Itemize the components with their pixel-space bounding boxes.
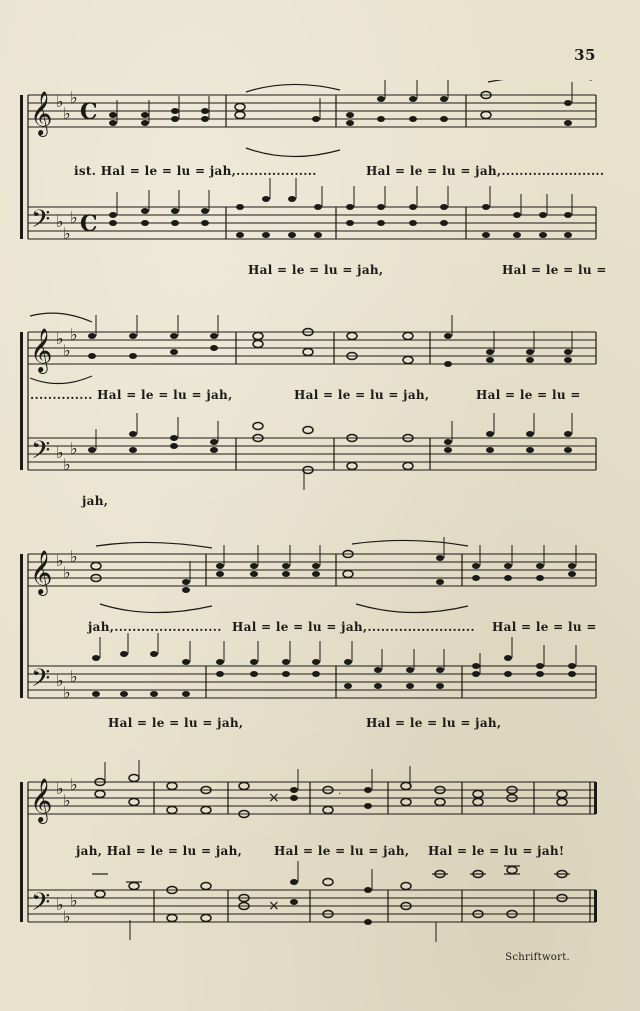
svg-text:♭: ♭ <box>56 329 64 348</box>
svg-text:𝄢: 𝄢 <box>31 436 51 471</box>
lyric-line: Hal = le = lu = jah! <box>428 844 565 858</box>
svg-text:♭: ♭ <box>70 439 78 458</box>
source-attribution: Schriftwort. <box>505 952 570 963</box>
lyric-line: Hal = le = lu = jah, <box>108 716 244 730</box>
svg-text:♭: ♭ <box>70 775 78 794</box>
music-system-1 <box>0 80 640 290</box>
system-1-notation <box>0 80 640 290</box>
lyric-line: Hal = le = lu = jah, <box>248 263 384 277</box>
svg-text:♭: ♭ <box>70 208 78 227</box>
svg-text:.: . <box>338 786 342 797</box>
music-system-2 <box>0 310 640 510</box>
page-number: 35 <box>574 46 596 64</box>
lyric-line: Hal = le = lu = jah,....................... <box>366 164 605 178</box>
lyric-line: Hal = le = lu = <box>476 388 581 402</box>
lyric-line: Hal = le = lu = jah,........................ <box>232 620 475 634</box>
svg-text:𝄢: 𝄢 <box>31 205 51 240</box>
svg-text:♭: ♭ <box>56 443 64 462</box>
svg-text:×: × <box>268 790 280 806</box>
svg-text:♭: ♭ <box>63 455 71 474</box>
svg-text:×: × <box>268 898 280 914</box>
lyric-line: jah, Hal = le = lu = jah, <box>76 844 243 858</box>
lyric-line: jah,........................ <box>88 620 222 634</box>
lyric-line: Hal = le = lu = jah, <box>294 388 430 402</box>
system-3-notation <box>0 530 640 740</box>
lyric-line: jah, <box>82 494 109 508</box>
svg-text:C: C <box>80 211 98 237</box>
svg-text:C: C <box>80 99 98 125</box>
svg-text:♭: ♭ <box>70 891 78 910</box>
svg-text:♭: ♭ <box>70 325 78 344</box>
svg-text:𝄢: 𝄢 <box>31 888 51 923</box>
svg-text:♭: ♭ <box>70 547 78 566</box>
lyric-line: .............. Hal = le = lu = jah, <box>30 388 233 402</box>
svg-text:♭: ♭ <box>63 224 71 243</box>
svg-text:𝄞: 𝄞 <box>30 91 53 135</box>
svg-text:♭: ♭ <box>63 563 71 582</box>
system-4-notation <box>0 760 640 960</box>
lyric-line: Hal = le = lu = jah, <box>366 716 502 730</box>
svg-text:♭: ♭ <box>70 667 78 686</box>
svg-text:𝄞: 𝄞 <box>30 550 53 594</box>
svg-text:♭: ♭ <box>63 341 71 360</box>
svg-text:♭: ♭ <box>56 671 64 690</box>
music-system-3 <box>0 530 640 740</box>
svg-text:♭: ♭ <box>56 779 64 798</box>
system-2-notation <box>0 310 640 510</box>
lyric-line: Hal = le = lu = jah, <box>274 844 410 858</box>
svg-text:♭: ♭ <box>63 907 71 926</box>
music-system-4 <box>0 760 640 960</box>
lyric-line: ist. Hal = le = lu = jah,.................. <box>74 164 317 178</box>
svg-text:𝄢: 𝄢 <box>31 664 51 699</box>
svg-text:♭: ♭ <box>56 92 64 111</box>
svg-text:♭: ♭ <box>63 104 71 123</box>
svg-text:♭: ♭ <box>63 791 71 810</box>
svg-text:♭: ♭ <box>56 212 64 231</box>
svg-text:♭: ♭ <box>56 551 64 570</box>
svg-text:𝄞: 𝄞 <box>30 778 53 822</box>
svg-text:♭: ♭ <box>56 895 64 914</box>
svg-text:𝄞: 𝄞 <box>30 328 53 372</box>
lyric-line: Hal = le = lu = <box>502 263 607 277</box>
svg-text:♭: ♭ <box>70 88 78 107</box>
lyric-line: Hal = le = lu = <box>492 620 597 634</box>
svg-text:♭: ♭ <box>63 683 71 702</box>
